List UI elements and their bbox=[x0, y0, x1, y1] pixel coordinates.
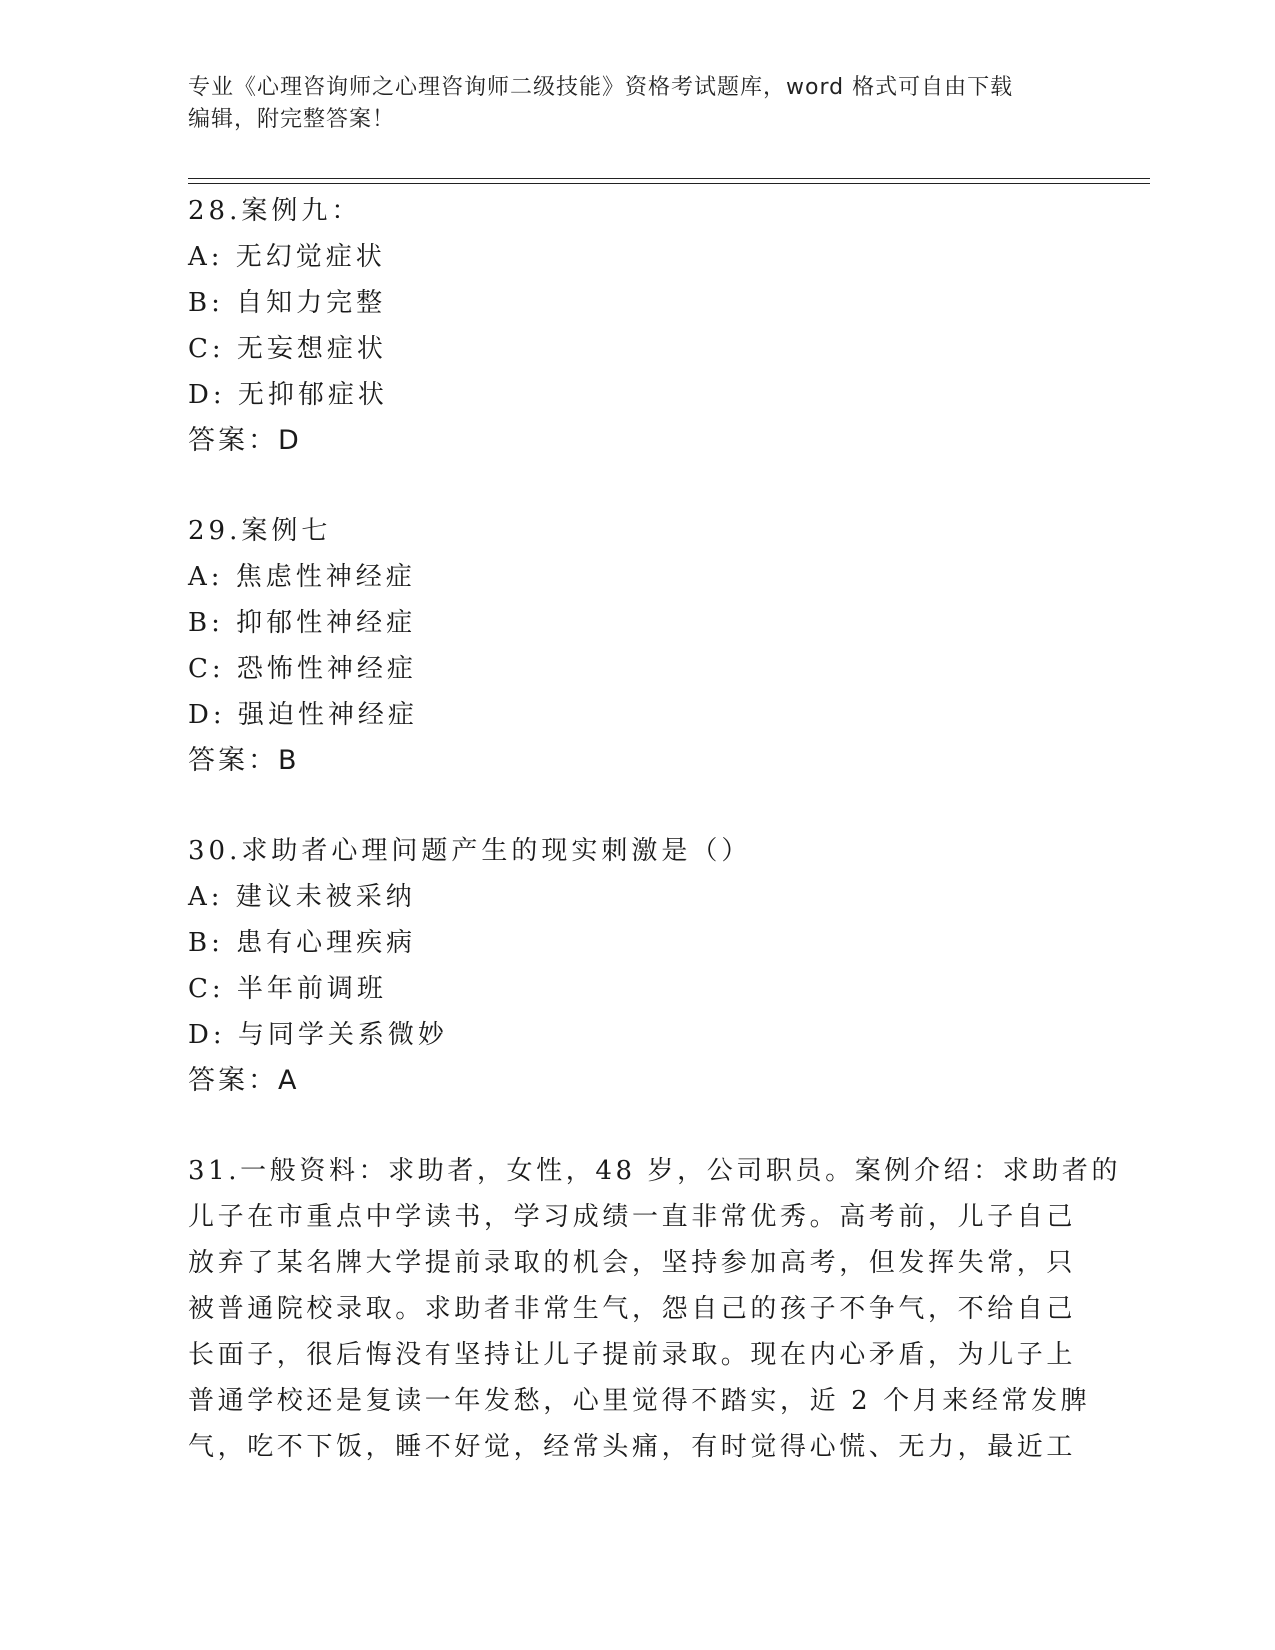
question-stem: 30.求助者心理问题产生的现实刺激是（） bbox=[188, 836, 752, 866]
question-28 bbox=[188, 188, 388, 464]
answer-label: 答案：D bbox=[188, 425, 302, 456]
question-stem: 29.案例七 bbox=[188, 516, 332, 546]
option-c: C: 半年前调班 bbox=[188, 974, 387, 1004]
option-c: C: 无妄想症状 bbox=[188, 334, 387, 364]
option-d: D: 无抑郁症状 bbox=[188, 380, 388, 410]
header-divider-top bbox=[188, 178, 1150, 179]
answer-label: 答案：A bbox=[188, 1065, 300, 1096]
option-a: A: 焦虑性神经症 bbox=[188, 562, 416, 592]
question-29 bbox=[188, 508, 418, 784]
paragraph-line: 31.一般资料：求助者，女性，48 岁，公司职员。案例介绍：求助者的 bbox=[188, 1156, 1122, 1186]
paragraph-line: 被普通院校录取。求助者非常生气，怨自己的孩子不争气，不给自己 bbox=[188, 1294, 1077, 1324]
document-header bbox=[188, 72, 1068, 136]
question-31 bbox=[188, 1148, 1121, 1470]
paragraph-line: 长面子，很后悔没有坚持让儿子提前录取。现在内心矛盾，为儿子上 bbox=[188, 1340, 1077, 1370]
question-stem: 28.案例九： bbox=[188, 196, 362, 226]
header-line-1: 专业《心理咨询师之心理咨询师二级技能》资格考试题库，word 格式可自由下载 bbox=[188, 75, 1014, 100]
option-a: A: 建议未被采纳 bbox=[188, 882, 416, 912]
paragraph-line: 气，吃不下饭，睡不好觉，经常头痛，有时觉得心慌、无力，最近工 bbox=[188, 1432, 1077, 1462]
option-a: A: 无幻觉症状 bbox=[188, 242, 386, 272]
header-divider-bottom bbox=[188, 183, 1150, 184]
option-c: C: 恐怖性神经症 bbox=[188, 654, 417, 684]
answer-label: 答案：B bbox=[188, 745, 300, 776]
paragraph-line: 普通学校还是复读一年发愁，心里觉得不踏实，近 2 个月来经常发脾 bbox=[188, 1386, 1091, 1416]
paragraph-line: 儿子在市重点中学读书，学习成绩一直非常优秀。高考前，儿子自己 bbox=[188, 1202, 1077, 1232]
option-d: D: 强迫性神经症 bbox=[188, 700, 418, 730]
option-b: B: 患有心理疾病 bbox=[188, 928, 417, 958]
option-b: B: 自知力完整 bbox=[188, 288, 387, 318]
paragraph-line: 放弃了某名牌大学提前录取的机会，坚持参加高考，但发挥失常，只 bbox=[188, 1248, 1077, 1278]
header-line-2: 编辑，附完整答案！ bbox=[188, 107, 396, 132]
option-b: B: 抑郁性神经症 bbox=[188, 608, 417, 638]
option-d: D: 与同学关系微妙 bbox=[188, 1020, 448, 1050]
question-30 bbox=[188, 828, 751, 1104]
